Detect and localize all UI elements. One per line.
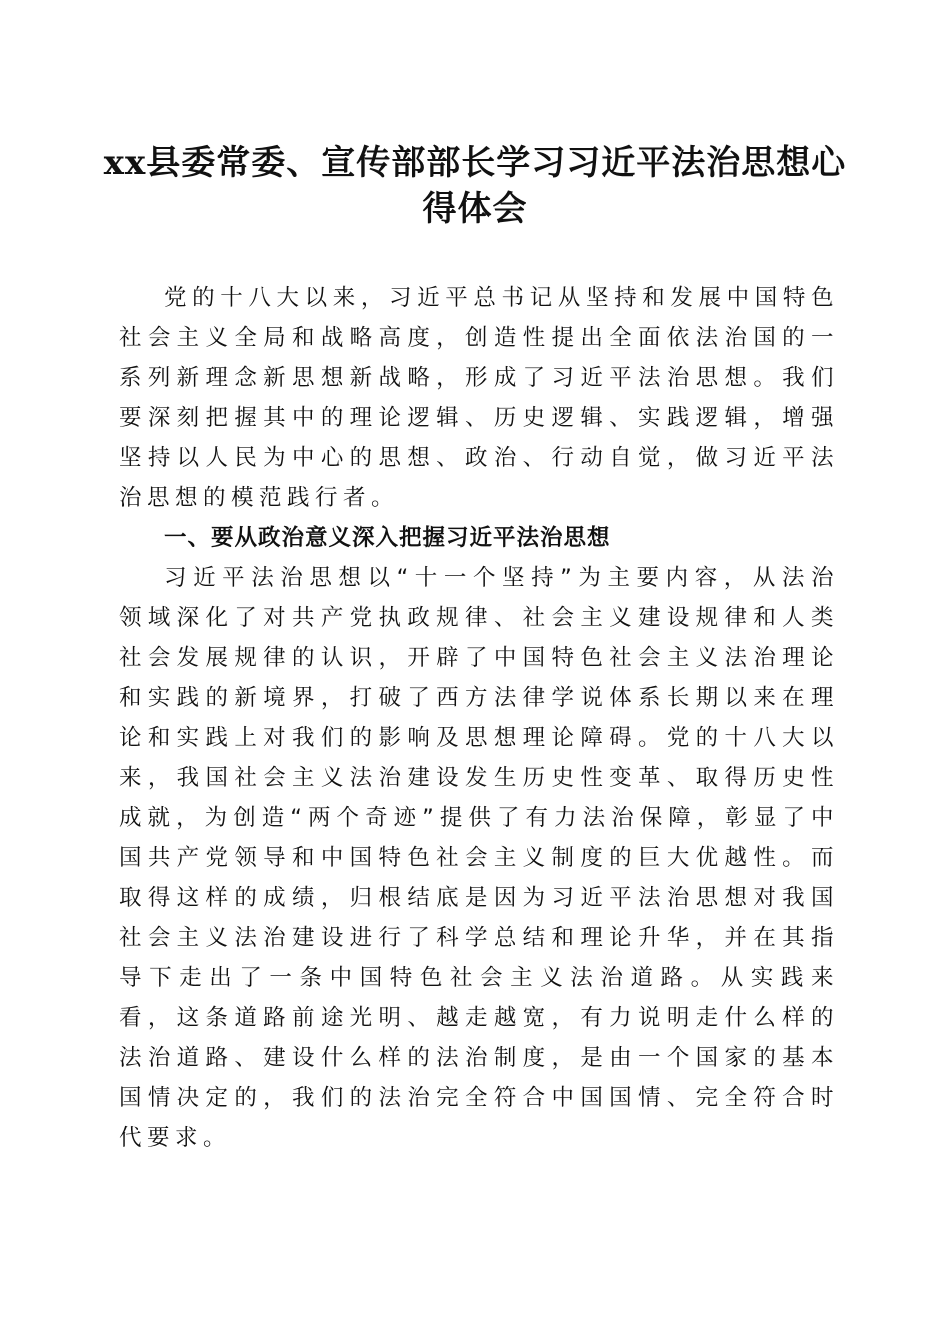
document-body	[119, 278, 839, 1158]
document-title: xx县委常委、宣传部部长学习习近平法治思想心得体会	[103, 143, 847, 229]
section-paragraph: 习近平法治思想以“十一个坚持”为主要内容，从法治领域深化了对共产党执政规律、社会主义建设规律和人类社会发展规律的认识，开辟了中国特色社会主义法治理论和实践的新境界，打破了西方法律学说体系长期以来在理论和实践上对我们的影响及思想理论障碍。党的十八大以来，我国社会主义法治建设发生历史性变革、取得历史性成就，为创造“两个奇迹”提供了有力法治保障，彰显了中国共产党领导和中国特色社会主义制度的巨大优越性。而取得这样的成绩，归根结底是因为习近平法治思想对我国社会主义法治建设进行了科学总结和理论升华，并在其指导下走出了一条中国特色社会主义法治道路。从实践来看，这条道路前途光明、越走越宽，有力说明走什么样的法治道路、建设什么样的法治制度，是由一个国家的基本国情决定的，我们的法治完全符合中国国情、完全符合时代要求。	[119, 565, 839, 1151]
section-heading: 一、要从政治意义深入把握习近平法治思想	[164, 525, 611, 551]
intro-paragraph: 党的十八大以来，习近平总书记从坚持和发展中国特色社会主义全局和战略高度，创造性提出全面依法治国的一系列新理念新思想新战略，形成了习近平法治思想。我们要深刻把握其中的理论逻辑、历史逻辑、实践逻辑，增强坚持以人民为中心的思想、政治、行动自觉，做习近平法治思想的模范践行者。	[119, 285, 839, 511]
